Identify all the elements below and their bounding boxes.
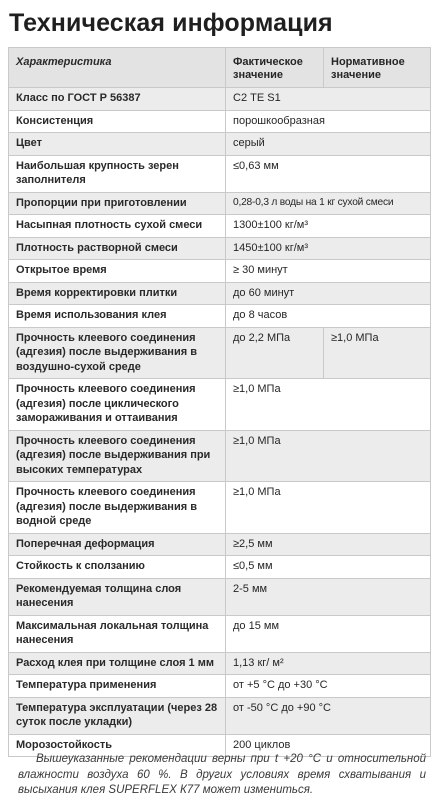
table-cell-normative: ≥1,0 МПа: [324, 327, 431, 379]
table-cell-actual: ≥2,5 мм: [226, 533, 431, 556]
table-cell-normative: ≥1,0 МПа: [226, 482, 431, 534]
table-row: [9, 697, 431, 734]
table-cell-actual: от +5 °С до +30 °С: [226, 675, 431, 698]
table-cell-actual: 1450±100 кг/м³: [226, 237, 431, 260]
table-row: [9, 88, 431, 111]
table-cell-actual: 1,13 кг/ м²: [226, 652, 431, 675]
table-row: [9, 133, 431, 156]
table-cell-characteristic: Консистенция: [9, 110, 226, 133]
table-cell-characteristic: Температура эксплуатации (через 28 суток после укладки): [9, 697, 226, 734]
table-row: [9, 652, 431, 675]
table-cell-actual: 2-5 мм: [226, 578, 431, 615]
table-cell-actual: ≤0,63 мм: [226, 155, 431, 192]
header-normative-value: Нормативное значение: [324, 48, 431, 88]
table-cell-characteristic: Прочность клеевого соединения (адгезия) после выдерживания при высоких температурах: [9, 430, 226, 482]
table-cell-characteristic: Поперечная деформация: [9, 533, 226, 556]
table-cell-actual: ≤0,5 мм: [226, 556, 431, 579]
header-characteristic: Характеристика: [9, 48, 226, 88]
table-cell-characteristic: Рекомендуемая толщина слоя нанесения: [9, 578, 226, 615]
table-row: [9, 675, 431, 698]
table-cell-normative: ≥1,0 МПа: [226, 430, 431, 482]
table-cell-characteristic: Открытое время: [9, 260, 226, 283]
table-row: [9, 379, 431, 431]
footnote: Вышеуказанные рекомендации верны при t +20 °С и относительной влажности воздуха 60 %. В других условиях время схватывания и высыхания клея SUPERFLEX К77 может измениться.: [18, 753, 426, 796]
table-row: [9, 282, 431, 305]
table-cell-actual: ≥ 30 минут: [226, 260, 431, 283]
table-row: [9, 237, 431, 260]
table-cell-characteristic: Цвет: [9, 133, 226, 156]
table-cell-characteristic: Наибольшая крупность зерен заполнителя: [9, 155, 226, 192]
table-row: [9, 155, 431, 192]
page-title: Техническая информация: [9, 9, 333, 37]
table-cell-actual: до 60 минут: [226, 282, 431, 305]
table-cell-characteristic: Морозостойкость: [9, 734, 226, 757]
table-row: [9, 615, 431, 652]
table-cell-actual: серый: [226, 133, 431, 156]
table-cell-actual: до 2,2 МПа: [226, 327, 324, 379]
table-row: [9, 430, 431, 482]
table-row: [9, 578, 431, 615]
table-cell-actual: порошкообразная: [226, 110, 431, 133]
table-row: [9, 482, 431, 534]
table-cell-characteristic: Температура применения: [9, 675, 226, 698]
table-cell-characteristic: Расход клея при толщине слоя 1 мм: [9, 652, 226, 675]
table-cell-actual: 1300±100 кг/м³: [226, 215, 431, 238]
table-row: [9, 533, 431, 556]
header-actual-value: Фактическое значение: [226, 48, 324, 88]
table-cell-characteristic: Плотность растворной смеси: [9, 237, 226, 260]
table-row: [9, 260, 431, 283]
table-cell-actual: до 8 часов: [226, 305, 431, 328]
table-cell-characteristic: Максимальная локальная толщина нанесения: [9, 615, 226, 652]
table-cell-characteristic: Класс по ГОСТ Р 56387: [9, 88, 226, 111]
table-row: [9, 305, 431, 328]
technical-info-table: [8, 47, 431, 757]
table-cell-characteristic: Время использования клея: [9, 305, 226, 328]
table-cell-characteristic: Насыпная плотность сухой смеси: [9, 215, 226, 238]
table-cell-characteristic: Прочность клеевого соединения (адгезия) после циклического замораживания и оттаивания: [9, 379, 226, 431]
table-cell-characteristic: Стойкость к сползанию: [9, 556, 226, 579]
table-row: [9, 215, 431, 238]
table-row: [9, 192, 431, 215]
table-row: [9, 556, 431, 579]
table-cell-actual: 200 циклов: [226, 734, 431, 757]
table-cell-actual: до 15 мм: [226, 615, 431, 652]
table-row: [9, 110, 431, 133]
table-cell-actual: 0,28-0,3 л воды на 1 кг сухой смеси: [226, 192, 431, 215]
table-cell-normative: ≥1,0 МПа: [226, 379, 431, 431]
table-row: [9, 327, 431, 379]
table-cell-actual: С2 ТЕ S1: [226, 88, 431, 111]
table-cell-characteristic: Прочность клеевого соединения (адгезия) после выдерживания в водной среде: [9, 482, 226, 534]
table-cell-characteristic: Время корректировки плитки: [9, 282, 226, 305]
table-cell-characteristic: Пропорции при приготовлении: [9, 192, 226, 215]
table-header-row: [9, 48, 431, 88]
table-cell-actual: от -50 °С до +90 °С: [226, 697, 431, 734]
table-cell-characteristic: Прочность клеевого соединения (адгезия) после выдерживания в воздушно-сухой среде: [9, 327, 226, 379]
